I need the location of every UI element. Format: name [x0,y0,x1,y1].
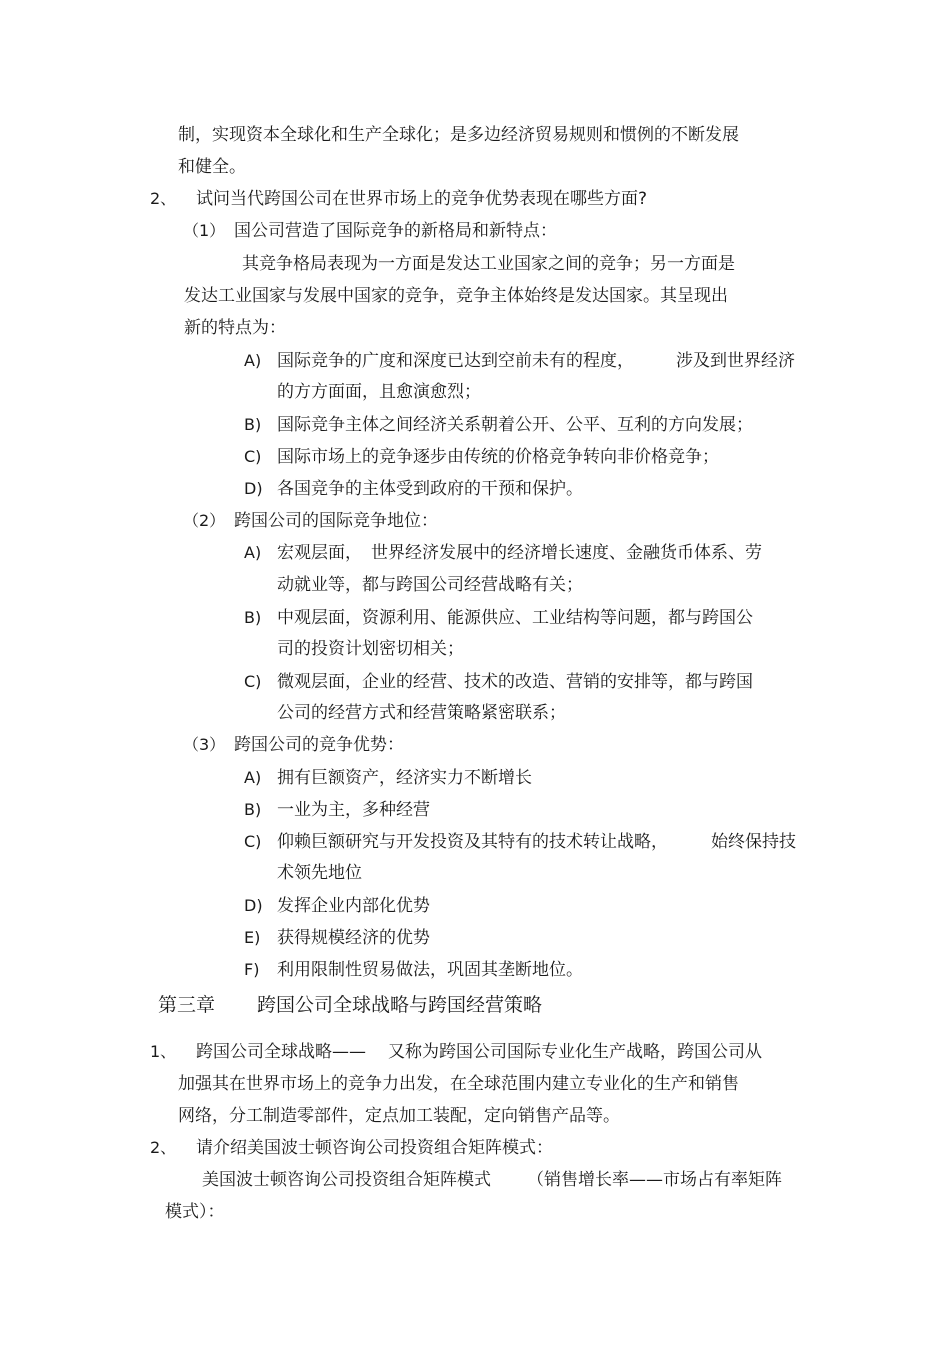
intro-line-2: 和健全。 [178,157,246,177]
list-item-text: 利用限制性贸易做法，巩固其垄断地位。 [277,960,583,980]
list-item-label: E) [244,928,261,947]
paragraph-line: 新的特点为： [184,318,286,338]
section-title: 国公司营造了国际竞争的新格局和新特点： [234,221,557,241]
list-item-label: A) [244,543,262,562]
list-item-text: 宏观层面， [277,543,362,563]
list-item-text: 涉及到世界经济 [676,351,795,371]
list-item-text: 动就业等，都与跨国公司经营战略有关； [277,575,583,595]
list-item-text: 中观层面，资源利用、能源供应、工业结构等问题，都与跨国公 [277,608,753,628]
section-label: （2） [183,511,226,530]
list-item-text: 一业为主，多种经营 [277,800,430,820]
section-title: 跨国公司的竞争优势： [234,735,404,755]
list-item-label: C) [244,672,262,691]
section-label: （3） [183,735,226,754]
paragraph-line: 发达工业国家与发展中国家的竞争，竞争主体始终是发达国家。其呈现出 [184,286,728,306]
list-item-text: 始终保持技 [711,832,796,852]
paragraph-line: 其竞争格局表现为一方面是发达工业国家之间的竞争；另一方面是 [242,254,735,274]
list-item-text: 微观层面，企业的经营、技术的改造、营销的安排等，都与跨国 [277,672,753,692]
list-item-label: D) [244,896,263,915]
list-item-text: 的方方面面，且愈演愈烈； [277,382,481,402]
section-title: 跨国公司的国际竞争地位： [234,511,438,531]
list-item-text: 司的投资计划密切相关； [277,639,464,659]
list-item-text: 仰赖巨额研究与开发投资及其特有的技术转让战略， [277,832,668,852]
chapter-label: 第三章 [158,994,216,1016]
list-item-label: C) [244,832,262,851]
list-item-label: C) [244,447,262,466]
list-item-label: D) [244,479,263,498]
list-item-text: 获得规模经济的优势 [277,928,430,948]
list-item-text: 国际市场上的竞争逐步由传统的价格竞争转向非价格竞争； [277,447,719,467]
list-item-label: F) [244,960,260,979]
chapter-title: 跨国公司全球战略与跨国经营策略 [257,994,543,1016]
list-item-text: 世界经济发展中的经济增长速度、金融货币体系、劳 [371,543,762,563]
list-item-text: 发挥企业内部化优势 [277,896,430,916]
question-number: 2、 [150,189,177,208]
section-label: （1） [183,221,226,240]
list-item-text: 公司的经营方式和经营策略紧密联系； [277,703,566,723]
item-text: 模式）： [165,1202,225,1222]
item-title: 请介绍美国波士顿咨询公司投资组合矩阵模式： [196,1138,553,1158]
list-item-text: 拥有巨额资产，经济实力不断增长 [277,768,532,788]
list-item-text: 国际竞争主体之间经济关系朝着公开、公平、互利的方向发展； [277,415,753,435]
list-item-text: 各国竞争的主体受到政府的干预和保护。 [277,479,583,499]
list-item-label: B) [244,608,262,627]
item-number: 1、 [150,1042,177,1061]
list-item-label: A) [244,351,262,370]
item-text: 网络，分工制造零部件，定点加工装配，定向销售产品等。 [178,1106,620,1126]
item-text: 美国波士顿咨询公司投资组合矩阵模式 [202,1170,491,1190]
item-text: 加强其在世界市场上的竞争力出发，在全球范围内建立专业化的生产和销售 [178,1074,739,1094]
question-text: 试问当代跨国公司在世界市场上的竞争优势表现在哪些方面? [196,189,648,209]
intro-line-1: 制，实现资本全球化和生产全球化；是多边经济贸易规则和惯例的不断发展 [178,125,739,145]
item-text: 又称为跨国公司国际专业化生产战略，跨国公司从 [388,1042,762,1062]
list-item-label: B) [244,800,262,819]
list-item-text: 国际竞争的广度和深度已达到空前未有的程度， [277,351,634,371]
list-item-text: 术领先地位 [277,863,362,883]
item-text: （销售增长率——市场占有率矩阵 [527,1170,782,1190]
list-item-label: A) [244,768,262,787]
list-item-label: B) [244,415,262,434]
item-text: 跨国公司全球战略—— [196,1042,366,1062]
item-number: 2、 [150,1138,177,1157]
